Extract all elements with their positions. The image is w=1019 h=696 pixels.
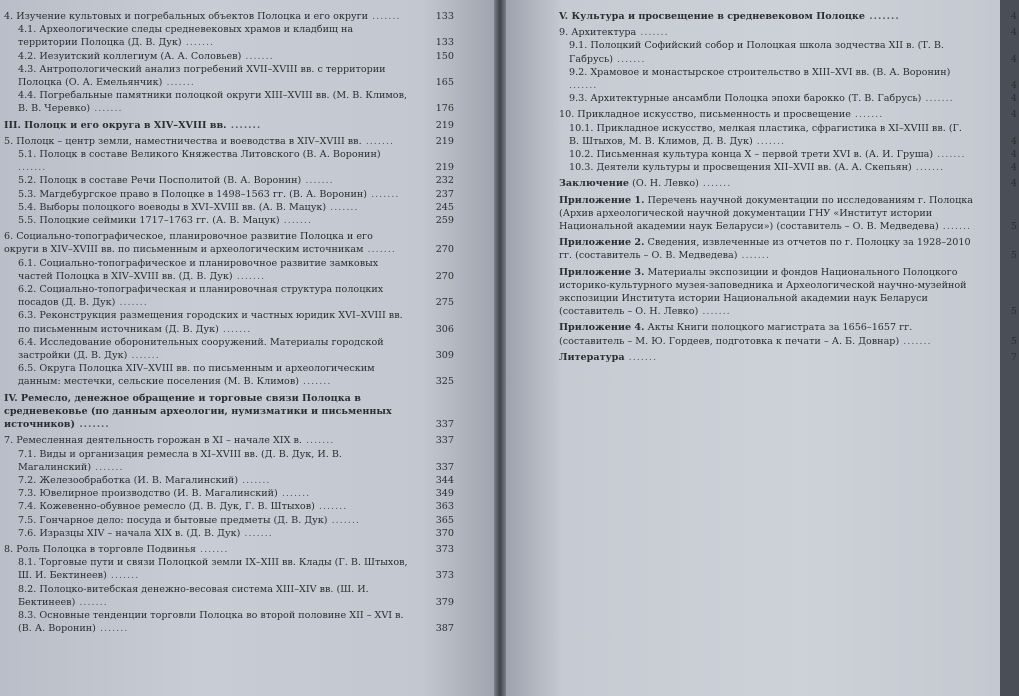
toc-entry-text: 8. Роль Полоцка в торговле Подвинья bbox=[4, 543, 196, 555]
leader-dots: ....... bbox=[18, 162, 47, 174]
toc-entry bbox=[559, 236, 1019, 262]
toc-page-number: 219 bbox=[435, 135, 454, 147]
toc-entry bbox=[4, 487, 456, 500]
toc-entry-title bbox=[18, 283, 456, 309]
toc-entry bbox=[559, 161, 1019, 174]
book-gutter bbox=[494, 0, 506, 696]
toc-entry-title bbox=[4, 119, 456, 132]
toc-entry bbox=[559, 108, 1019, 121]
leader-dots: ....... bbox=[75, 419, 110, 431]
toc-entry-title bbox=[18, 23, 456, 49]
toc-entry-title bbox=[4, 434, 456, 447]
toc-entry bbox=[4, 448, 456, 474]
right-page bbox=[503, 0, 1017, 696]
toc-page-number: 245 bbox=[435, 201, 454, 213]
toc-entry-label: Литература bbox=[559, 351, 625, 363]
toc-entry bbox=[4, 214, 456, 227]
toc-entry bbox=[4, 527, 456, 540]
leader-dots: ....... bbox=[301, 435, 335, 447]
toc-entry bbox=[559, 148, 1019, 161]
leader-dots: ....... bbox=[698, 306, 731, 318]
toc-entry-title bbox=[569, 39, 1019, 65]
toc-entry bbox=[4, 89, 456, 115]
leader-dots: ....... bbox=[75, 596, 108, 608]
toc-entry-title bbox=[4, 230, 456, 256]
toc-entry bbox=[559, 177, 1019, 190]
toc-entry bbox=[559, 92, 1019, 105]
toc-page-number: 232 bbox=[435, 175, 454, 187]
toc-entry-title bbox=[4, 543, 456, 556]
toc-entry bbox=[4, 63, 456, 89]
toc-page-number: 275 bbox=[435, 297, 454, 309]
leader-dots: ....... bbox=[277, 488, 311, 500]
toc-page-number: 337 bbox=[435, 461, 454, 473]
toc-entry bbox=[4, 309, 456, 335]
toc-page-number: 133 bbox=[435, 37, 454, 49]
leader-dots: ....... bbox=[218, 323, 252, 335]
leader-dots: ....... bbox=[115, 297, 148, 309]
leader-dots: ....... bbox=[95, 623, 129, 635]
toc-page-number: 259 bbox=[435, 215, 454, 227]
toc-entry-title bbox=[18, 174, 456, 187]
toc-entry bbox=[4, 230, 456, 256]
toc-entry bbox=[559, 351, 1019, 364]
toc-entry-label: Приложение 1. bbox=[559, 194, 645, 206]
toc-entry bbox=[4, 201, 456, 214]
toc-page-number: 4 bbox=[1010, 80, 1017, 92]
toc-entry-title bbox=[18, 63, 456, 89]
toc-entry-title bbox=[559, 10, 1019, 23]
toc-entry-title bbox=[569, 92, 1019, 105]
toc-entry bbox=[559, 122, 1019, 148]
toc-entry-label: Приложение 4. bbox=[559, 322, 645, 334]
toc-entry-title bbox=[18, 89, 456, 115]
toc-page-number: 165 bbox=[435, 77, 454, 89]
toc-page-number: 325 bbox=[435, 376, 454, 388]
leader-dots: ....... bbox=[698, 178, 732, 190]
toc-entry-title bbox=[559, 266, 1019, 319]
toc-entry-text: 7. Ремесленная деятельность горожан в XI – начале XIX в. bbox=[4, 435, 302, 447]
toc-entry-text: 6.4. Исследование оборонительных сооружений. Материалы городской застройки (Д. В. Дук) bbox=[18, 336, 384, 362]
toc-entry-text: 8.3. Основные тенденции торговли Полоцка во второй половине XII – XVI в. (В. А. Воронин) bbox=[18, 609, 404, 635]
toc-entry bbox=[559, 10, 1019, 23]
toc-page-number: 4 bbox=[1010, 135, 1017, 147]
toc-entry bbox=[559, 321, 1019, 347]
toc-page-number: 5 bbox=[1010, 250, 1017, 262]
toc-entry-text: 4.2. Иезуитский коллегиум (А. А. Соловьев) bbox=[18, 50, 242, 62]
toc-entry bbox=[4, 474, 456, 487]
leader-dots: ....... bbox=[361, 135, 395, 147]
toc-page-number: 219 bbox=[435, 162, 454, 174]
toc-entry bbox=[4, 392, 456, 432]
toc-page-number: 349 bbox=[435, 488, 454, 500]
toc-page-number: 4 bbox=[1010, 11, 1017, 22]
leader-dots: ....... bbox=[90, 103, 123, 115]
toc-page-number: 4 bbox=[1010, 27, 1017, 39]
toc-page-number: 4 bbox=[1010, 93, 1017, 105]
leader-dots: ....... bbox=[279, 215, 312, 227]
leader-dots: ....... bbox=[127, 350, 160, 362]
toc-entry-title bbox=[569, 148, 1019, 161]
toc-page-number: 150 bbox=[435, 50, 454, 62]
toc-entry-text: 5. Полоцк – центр земли, наместничества и воеводства в XIV–XVIII вв. bbox=[4, 135, 362, 147]
toc-entry bbox=[4, 50, 456, 63]
leader-dots: ....... bbox=[368, 11, 401, 22]
leader-dots: ....... bbox=[752, 135, 786, 147]
leader-dots: ....... bbox=[612, 53, 646, 65]
leader-dots: ....... bbox=[162, 77, 195, 89]
toc-entry-text: Акты Книги полоцкого магистрата за 1656–1657 гг. (составитель – М. Ю. Гордеев, подготовка к печати – А. Б. Довнар) bbox=[559, 322, 913, 347]
toc-entry-title bbox=[18, 448, 456, 474]
toc-entry-title bbox=[559, 26, 1019, 39]
toc-page-number: 373 bbox=[435, 543, 454, 555]
toc-entry-title bbox=[559, 108, 1019, 121]
toc-entry-text: (О. Н. Левко) bbox=[629, 178, 699, 190]
toc-page-number: 4 bbox=[1010, 178, 1017, 190]
leader-dots: ....... bbox=[933, 149, 966, 161]
toc-entry-text: 4.4. Погребальные памятники полоцкой округи XIII–XVIII вв. (М. В. Климов, В. В. Черевко) bbox=[18, 90, 408, 115]
right-toc bbox=[559, 10, 1019, 364]
toc-page-number: 176 bbox=[435, 103, 454, 115]
toc-entry-title bbox=[18, 362, 456, 388]
leader-dots: ....... bbox=[569, 80, 598, 92]
toc-entry-text: 5.4. Выборы полоцкого воеводы в XVI–XVIII вв. (А. В. Мацук) bbox=[18, 201, 327, 213]
toc-entry-title bbox=[18, 148, 456, 174]
toc-entry-title bbox=[559, 236, 1019, 262]
toc-entry bbox=[4, 283, 456, 309]
toc-entry-text: 5.3. Магдебургское право в Полоцке в 1498–1563 гг. (В. А. Воронин) bbox=[18, 188, 368, 200]
toc-page-number: 4 bbox=[1010, 53, 1017, 65]
toc-entry bbox=[4, 257, 456, 283]
toc-page-number: 7 bbox=[1010, 351, 1017, 363]
toc-entry-text: 10.3. Деятели культуры и просвещения XII–XVII вв. (А. А. Скепьян) bbox=[569, 162, 912, 174]
toc-entry-title bbox=[18, 336, 456, 362]
toc-page-number: 4 bbox=[1010, 109, 1017, 121]
toc-page-number: 306 bbox=[435, 323, 454, 335]
toc-entry-title bbox=[18, 309, 456, 335]
toc-entry-text: 7.2. Железообработка (И. В. Магалинский) bbox=[18, 474, 239, 486]
toc-entry-title bbox=[559, 194, 1019, 234]
toc-page-number: 5 bbox=[1010, 306, 1017, 318]
leader-dots: ....... bbox=[737, 250, 770, 262]
leader-dots: ....... bbox=[106, 570, 140, 582]
toc-entry-text: 7.6. Изразцы XIV – начала XIX в. (Д. В. Дук) bbox=[18, 527, 241, 539]
toc-page-number: 337 bbox=[435, 419, 454, 431]
toc-entry-title bbox=[569, 161, 1019, 174]
toc-page-number: 370 bbox=[435, 527, 454, 539]
toc-page-number: 373 bbox=[435, 570, 454, 582]
toc-entry bbox=[4, 148, 456, 174]
toc-entry-text: 8.1. Торговые пути и связи Полоцкой земли IX–XIII вв. Клады (Г. В. Штыхов, Ш. И. Бектинеев) bbox=[18, 557, 408, 582]
toc-entry-title bbox=[18, 609, 456, 635]
toc-page-number: 4 bbox=[1010, 162, 1017, 174]
toc-entry bbox=[4, 556, 456, 582]
toc-entry-title bbox=[559, 321, 1019, 347]
toc-entry-text: IV. Ремесло, денежное обращение и торговые связи Полоцка в средневековье (по данным археологии, нумизматики и письменных источников) bbox=[4, 392, 392, 431]
toc-entry-text: 7.5. Гончарное дело: посуда и бытовые предметы (Д. В. Дук) bbox=[18, 514, 328, 526]
toc-entry-text: V. Культура и просвещение в средневековом Полоцке bbox=[559, 11, 865, 22]
toc-page-number: 219 bbox=[435, 119, 454, 131]
toc-entry-text: 4.1. Археологические следы средневековых храмов и кладбищ на территории Полоцка (Д. В. Дук) bbox=[18, 24, 354, 49]
toc-entry-title bbox=[569, 66, 1019, 92]
leader-dots: ....... bbox=[298, 376, 332, 388]
toc-entry bbox=[4, 119, 456, 132]
toc-entry bbox=[4, 514, 456, 527]
toc-entry-title bbox=[4, 10, 456, 23]
toc-entry-text: 7.1. Виды и организация ремесла в XI–XVIII вв. (Д. В. Дук, И. В. Магалинский) bbox=[18, 448, 342, 473]
toc-entry-title bbox=[559, 351, 1019, 364]
toc-entry-label: Заключение bbox=[559, 178, 630, 190]
leader-dots: ....... bbox=[636, 27, 669, 39]
toc-entry-title bbox=[18, 201, 456, 214]
leader-dots: ....... bbox=[301, 175, 334, 187]
toc-entry-title bbox=[18, 50, 456, 63]
toc-entry-title bbox=[559, 177, 1019, 190]
leader-dots: ....... bbox=[850, 109, 884, 121]
toc-entry-title bbox=[18, 514, 456, 527]
toc-entry-title bbox=[18, 556, 456, 582]
toc-entry-title bbox=[4, 135, 456, 148]
toc-entry-text: Сведения, извлеченные из отчетов по г. Полоцку за 1928–2010 гг. (составитель – О. В. Медведева) bbox=[559, 237, 971, 262]
leader-dots: ....... bbox=[91, 461, 124, 473]
toc-page-number: 365 bbox=[435, 514, 454, 526]
leader-dots: ....... bbox=[938, 221, 972, 233]
toc-entry bbox=[559, 194, 1019, 234]
toc-entry bbox=[4, 609, 456, 635]
leader-dots: ....... bbox=[240, 527, 273, 539]
toc-entry bbox=[4, 543, 456, 556]
toc-entry bbox=[559, 26, 1019, 39]
leader-dots: ....... bbox=[314, 501, 348, 513]
leader-dots: ....... bbox=[326, 201, 359, 213]
leader-dots: ....... bbox=[911, 162, 945, 174]
toc-entry-text: 5.1. Полоцк в составе Великого Княжества Литовского (В. А. Воронин) bbox=[18, 149, 381, 161]
toc-entry-title bbox=[4, 392, 456, 432]
toc-entry-label: Приложение 3. bbox=[559, 266, 645, 278]
toc-entry bbox=[4, 10, 456, 23]
toc-entry bbox=[4, 500, 456, 513]
toc-page-number: 270 bbox=[435, 270, 454, 282]
toc-entry bbox=[559, 66, 1019, 92]
toc-entry bbox=[4, 434, 456, 447]
toc-entry-title bbox=[569, 122, 1019, 148]
toc-entry-text: 7.4. Кожевенно-обувное ремесло (Д. В. Дук, Г. В. Штыхов) bbox=[18, 501, 315, 513]
toc-page-number: 309 bbox=[435, 350, 454, 362]
toc-entry-text: 7.3. Ювелирное производство (И. В. Магалинский) bbox=[18, 488, 278, 500]
toc-page-number: 5 bbox=[1010, 221, 1017, 233]
toc-entry-text: 4.3. Антропологический анализ погребений XVII–XVIII вв. с территории Полоцка (О. А. Емельянчик) bbox=[18, 63, 386, 89]
left-page bbox=[0, 0, 497, 696]
leader-dots: ....... bbox=[238, 474, 271, 486]
leader-dots: ....... bbox=[899, 335, 932, 347]
toc-page-number: 363 bbox=[435, 501, 454, 513]
toc-entry-text: 6. Социально-топографическое, планировочное развитие Полоцка и его округи в XIV–XVIII вв. по письменным и археологическим источникам bbox=[4, 231, 373, 256]
toc-page-number: 4 bbox=[1010, 149, 1017, 161]
toc-entry-text: 8.2. Полоцко-витебская денежно-весовая система XIII–XIV вв. (Ш. И. Бектинеев) bbox=[18, 583, 369, 608]
leader-dots: ....... bbox=[624, 351, 657, 363]
toc-page-number: 237 bbox=[435, 188, 454, 200]
toc-page-number: 337 bbox=[435, 435, 454, 447]
toc-entry-title bbox=[18, 257, 456, 283]
toc-page-number: 270 bbox=[435, 244, 454, 256]
toc-entry-text: 10.1. Прикладное искусство, мелкая пластика, сфрагистика в XI–XVIII вв. (Г. В. Штыхов, М. В. Климов, Д. В. Дук) bbox=[569, 122, 962, 147]
leader-dots: ....... bbox=[226, 119, 262, 131]
toc-entry-title bbox=[18, 583, 456, 609]
toc-entry-text: 9.1. Полоцкий Софийский собор и Полоцкая школа зодчества XII в. (Т. В. Габрусь) bbox=[569, 40, 944, 65]
leader-dots: ....... bbox=[921, 93, 954, 105]
toc-entry-title bbox=[18, 474, 456, 487]
toc-page-number: 133 bbox=[435, 11, 454, 22]
toc-entry-text: 6.2. Социально-топографическая и планировочная структура полоцких посадов (Д. В. Дук) bbox=[18, 284, 384, 309]
toc-entry-text: 6.1. Социально-топографическое и планировочное развитие замковых частей Полоцка в XIV–XVIII вв. (Д. В. Дук) bbox=[18, 257, 379, 282]
leader-dots: ....... bbox=[363, 244, 396, 256]
toc-entry-text: 9.3. Архитектурные ансамбли Полоцка эпохи барокко (Т. В. Габрусь) bbox=[569, 93, 922, 105]
leader-dots: ....... bbox=[327, 514, 360, 526]
toc-entry bbox=[559, 39, 1019, 65]
toc-entry-text: 5.2. Полоцк в составе Речи Посполитой (В. А. Воронин) bbox=[18, 175, 302, 187]
leader-dots: ....... bbox=[181, 37, 215, 49]
toc-entry-label: Приложение 2. bbox=[559, 237, 645, 249]
toc-entry-title bbox=[18, 500, 456, 513]
leader-dots: ....... bbox=[241, 50, 274, 62]
toc-entry-title bbox=[18, 188, 456, 201]
left-toc bbox=[4, 10, 456, 635]
leader-dots: ....... bbox=[864, 11, 900, 22]
toc-entry bbox=[4, 188, 456, 201]
toc-entry bbox=[4, 135, 456, 148]
toc-entry-text: III. Полоцк и его округа в XIV–XVIII вв. bbox=[4, 119, 227, 131]
toc-entry-title bbox=[18, 487, 456, 500]
toc-entry-text: Материалы экспозиции и фондов Национального Полоцкого историко-культурного музея-заповедника и Археологической научно-музейной экспозиции Института истории Национальной академии наук Беларуси (составитель – О. Н. Левко) bbox=[559, 266, 967, 318]
toc-entry-title bbox=[18, 527, 456, 540]
leader-dots: ....... bbox=[232, 270, 266, 282]
toc-page-number: 344 bbox=[435, 474, 454, 486]
leader-dots: ....... bbox=[195, 543, 229, 555]
toc-entry-title bbox=[18, 214, 456, 227]
toc-entry-text: 5.5. Полоцкие сеймики 1717–1763 гг. (А. В. Мацук) bbox=[18, 215, 280, 227]
toc-entry-text: 10. Прикладное искусство, письменность и просвещение bbox=[559, 109, 851, 121]
toc-entry-text: 9.2. Храмовое и монастырское строительство в XIII–XVI вв. (В. А. Воронин) bbox=[569, 66, 951, 78]
leader-dots: ....... bbox=[367, 188, 400, 200]
toc-entry bbox=[4, 362, 456, 388]
toc-page-number: 5 bbox=[1010, 335, 1017, 347]
toc-entry-text: 9. Архитектура bbox=[559, 27, 637, 39]
toc-entry bbox=[559, 266, 1019, 319]
toc-entry-text: 10.2. Письменная культура конца X – первой трети XVI в. (А. И. Груша) bbox=[569, 149, 934, 161]
toc-entry-text: 6.5. Округа Полоцка XIV–XVIII вв. по письменным и археологическим данным: местечки, сельские поселения (М. В. Климов) bbox=[18, 363, 375, 388]
toc-entry bbox=[4, 583, 456, 609]
toc-entry-text: Перечень научной документации по исследованиям г. Полоцка (Архив археологической научной документации ГНУ «Институт истории Национальной академии наук Беларуси») (составитель – О. В. Медведева) bbox=[559, 194, 973, 233]
toc-page-number: 379 bbox=[435, 596, 454, 608]
toc-page-number: 387 bbox=[435, 623, 454, 635]
toc-entry-text: 4. Изучение культовых и погребальных объектов Полоцка и его округи bbox=[4, 11, 369, 22]
toc-entry bbox=[4, 336, 456, 362]
toc-entry bbox=[4, 23, 456, 49]
toc-entry bbox=[4, 174, 456, 187]
toc-entry-text: 6.3. Реконструкция размещения городских и частных юридик XVI–XVIII вв. по письменным источникам (Д. В. Дук) bbox=[18, 310, 403, 335]
